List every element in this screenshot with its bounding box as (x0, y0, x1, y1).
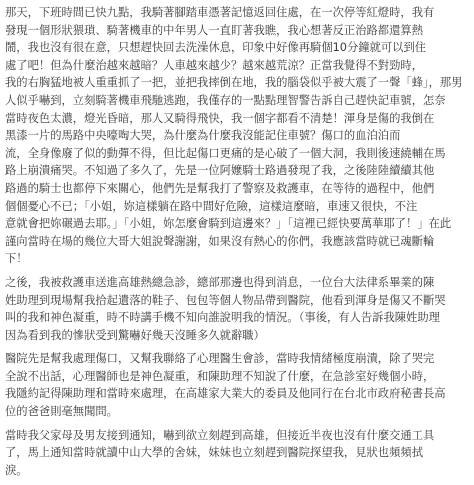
text-line: 之後，我被救護車送進高雄熱總急診，總部那邊也得到消息，一位台大法律系畢業的陳 (5, 275, 435, 289)
text-line: 發現一個形狀猥瑣、騎著機車的中年男人一直盯著我瞧，我心想著反正治路都還算熱 (5, 23, 423, 37)
text-line: 了，馬上通知當時就讀中山大學的舍妹，妹妹也立刻趕到醫院探望我，見狀也頻頻拭 (5, 446, 423, 460)
text-line: 叫的我和神色凝重，時不時講手機不知向誰說明我的情況。（事後，有人告訴我陳姓助理 (5, 311, 440, 325)
paragraph-2 (5, 274, 467, 344)
text-line: 個個憂心不已；「小姐，妳這樣躺在路中間好危險，這樣這麼暗，車速又很快，不注 (5, 199, 418, 213)
text-line: 謹向當時在場的幾位大哥大姐說聲謝謝，如果沒有熱心的你們，我應該當時就已魂斷輪 (5, 234, 435, 248)
text-line: 人似乎嚇到，立刻騎著機車飛馳逃跑，我僅存的一點點理智警告訴自己趕快記車號，怎奈 (5, 93, 446, 107)
text-line: 全說不出話，心理醫師也是神色凝重，和陳助理不知說了什麼，在急診室好幾個小時， (5, 369, 435, 383)
text-line: 處了吧！但為什麼治越來越暗？人車越來越少？越來越荒涼？正當我覺得不對勁時， (5, 58, 423, 72)
text-line: 位的爸爸則毫無聞問。 (5, 405, 118, 419)
text-line: 姓助理到現場幫我拾起遺落的鞋子、包包等個人物品帶到醫院，他看到渾身是傷又不斷哭 (5, 293, 446, 307)
text-line: 醫院先是幫我處理傷口，又幫我聯絡了心理醫生會診，當時我情緒極度崩潰，除了哭完 (5, 352, 435, 366)
paragraph-3 (5, 350, 467, 420)
paragraph-4 (5, 427, 467, 480)
text-line: 我隱約記得陳助理和當時來處理，在高雄家大業大的委員及他同行在台北市政府秘書長高 (5, 387, 446, 401)
text-line: 黑漆一片的馬路中央嚎啕大哭，為什麼為什麼我沒能記住車號？傷口的血泊泊而 (5, 129, 401, 143)
text-line: 路過的騎士也都停下來關心，他們先是幫我打了警察及救護車，在等待的過程中，他們 (5, 181, 435, 195)
text-line: 當時我父家母及男友接到通知，嚇到欲立刻趕到高雄，但接近半夜也沒有什麼交通工具 (5, 428, 435, 442)
text-line: 路上崩潰痛哭。不知過了多久了，先是一位阿嬤騎士路過發現了我，之後陸陸續續其他 (5, 164, 435, 178)
text-line: 流，全身像廢了似的動彈不得，但比起傷口更痛的是心破了一個大洞，我則後速繞輔在馬 (5, 146, 446, 160)
paragraph-1 (5, 4, 467, 268)
text-line: 我的右胸猛地被人重重抓了一把，並把我摔倒在地，我的腦袋似乎被大震了一聲「蜂」，那男 (5, 76, 463, 90)
text-line: 鬧，我也沒有很在意，只想趕快回去洗澡休息，印象中好像再騎個10分鐘就可以到住 (5, 41, 427, 55)
text-line: 那天，下班時間已快九點，我騎著腳踏車憑著記憶返回住處，在一次停等紅燈時，我有 (5, 6, 435, 19)
text-line: 意就會把妳碾過去耶。」「小姐，妳怎麼會騎到這邊來？」「這裡已經快要萬華耶了！」在此 (5, 217, 452, 231)
document-body (5, 4, 467, 485)
text-line: 因為看到我的慘狀受到驚嚇好幾天沒睡多久就辭職） (5, 328, 265, 342)
text-line: 下！ (5, 252, 28, 266)
text-line: 淚。 (5, 463, 28, 477)
text-line: 當時夜色太濃，燈光昏暗，那人又騎得飛快，我一個字都看不清楚！渾身是傷的我倒在 (5, 111, 435, 125)
